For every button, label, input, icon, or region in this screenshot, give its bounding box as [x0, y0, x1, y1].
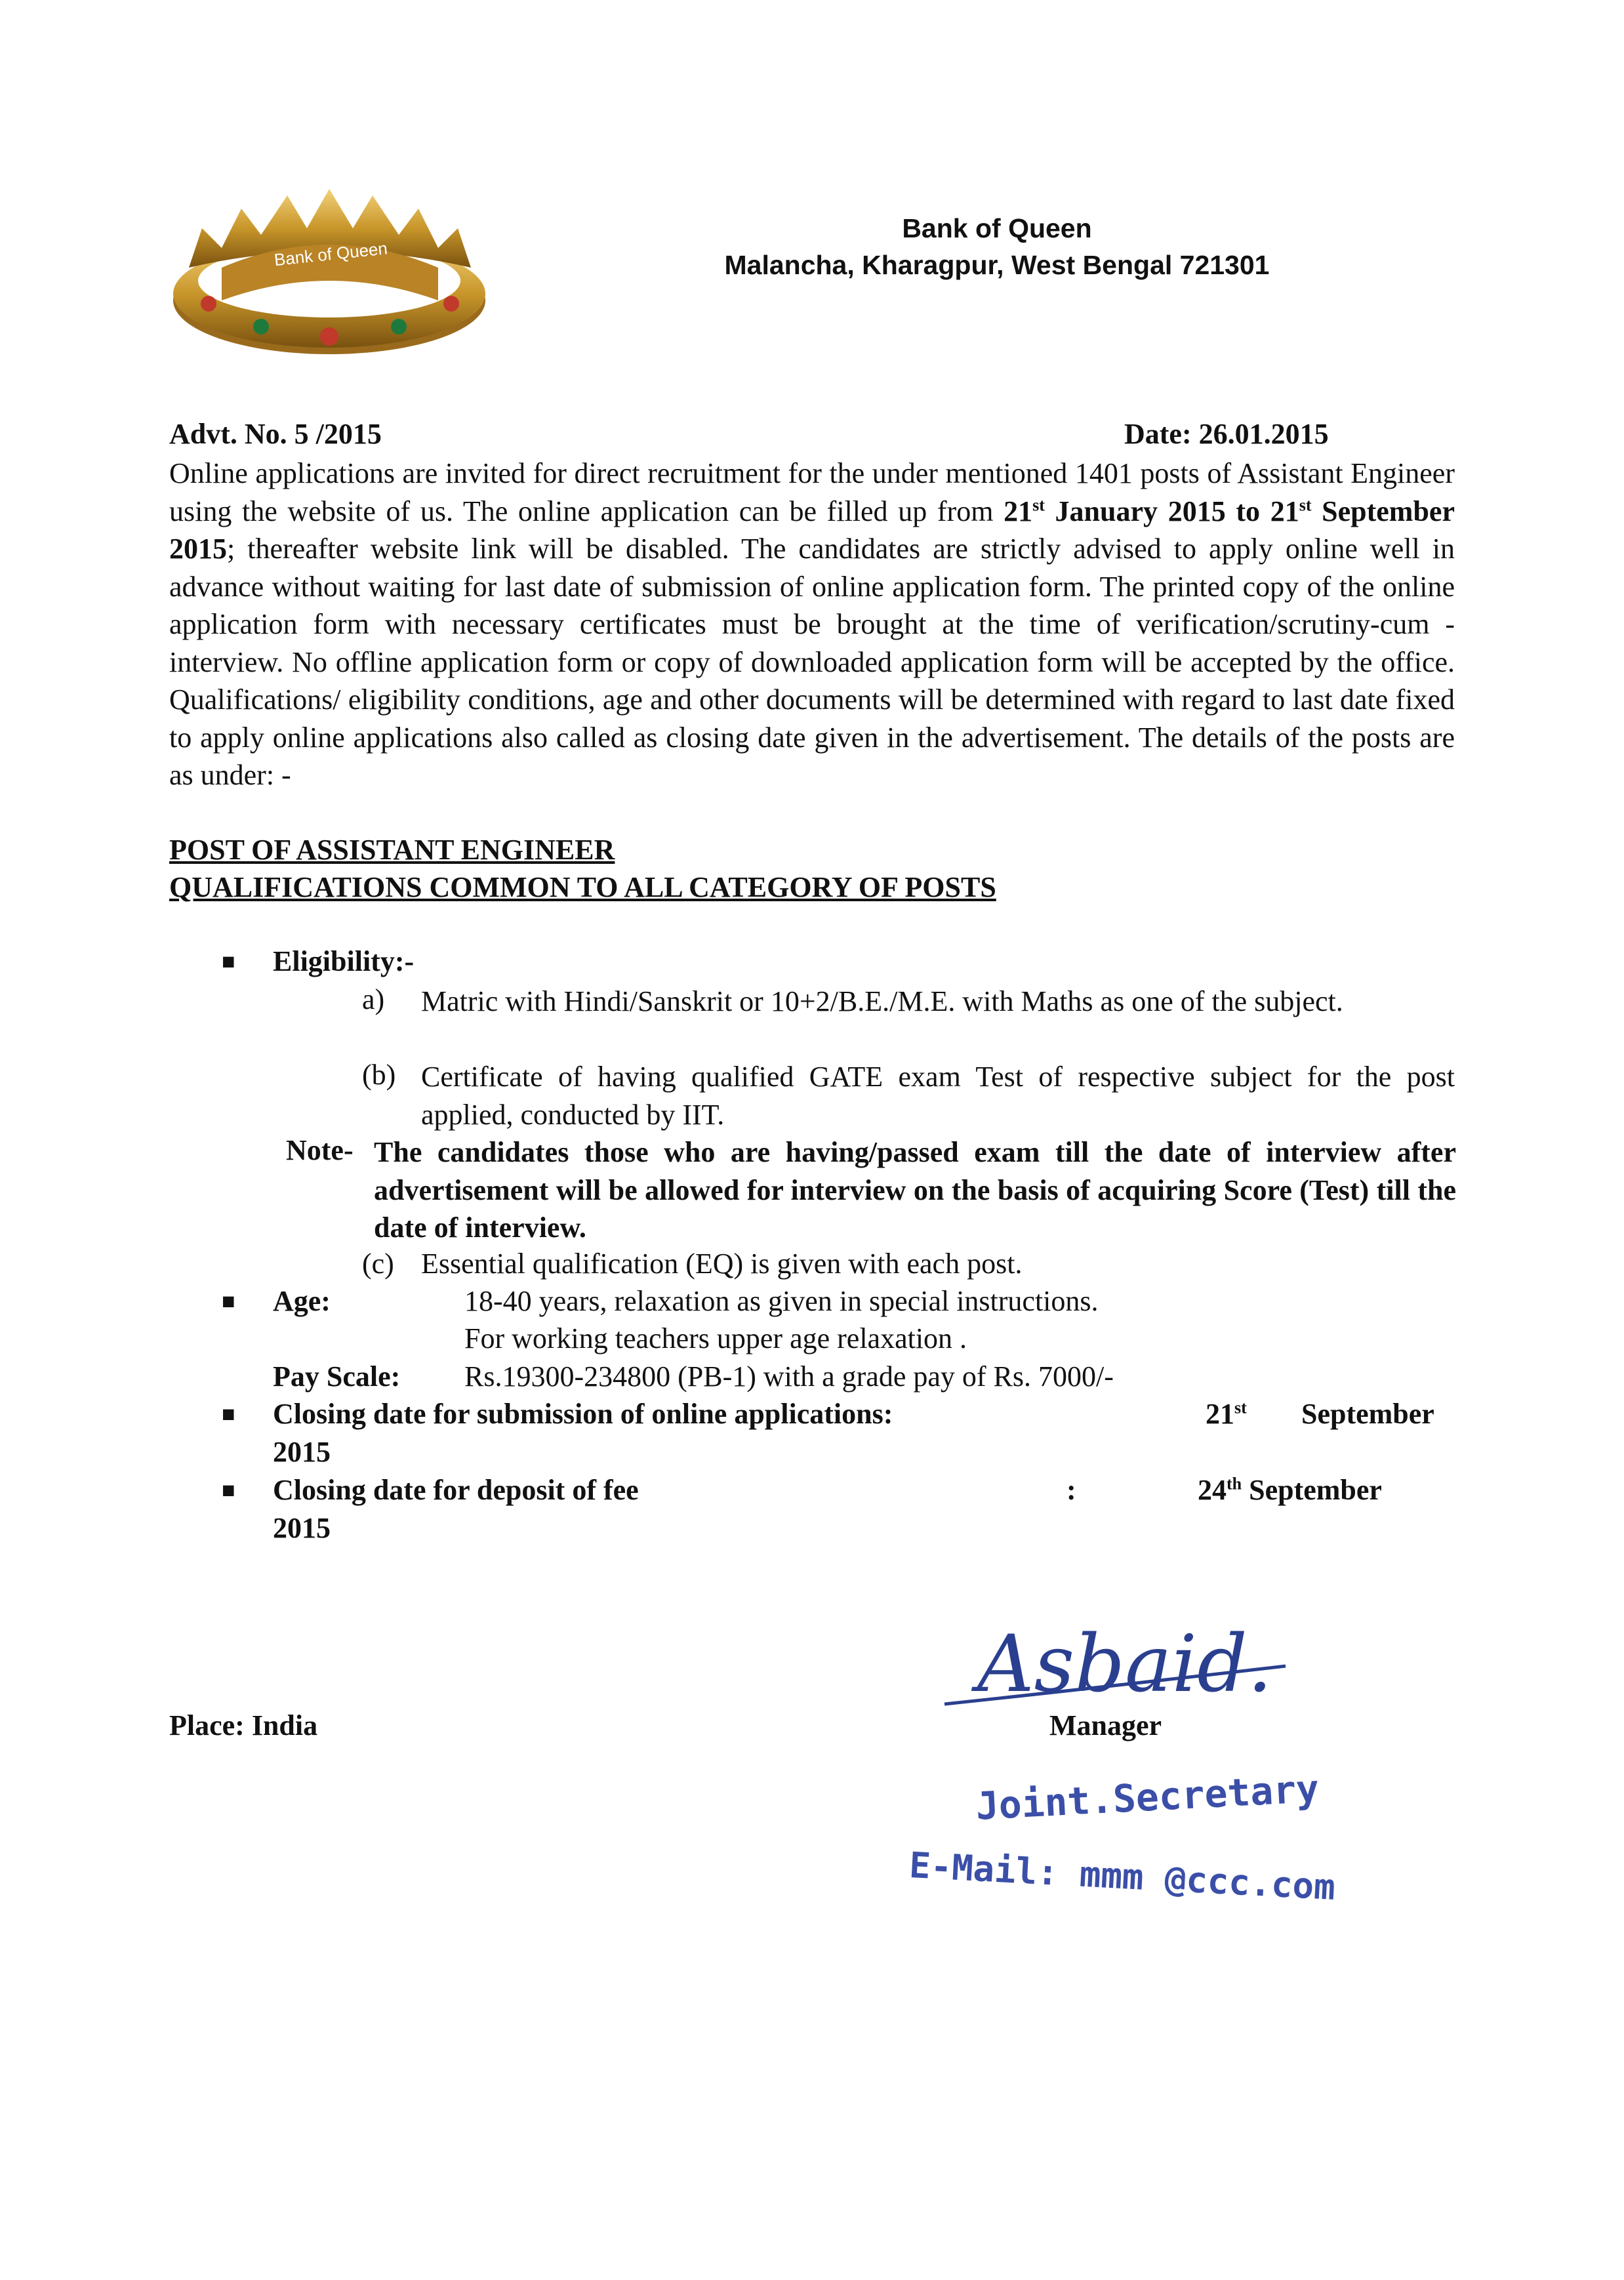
org-address: Malancha, Kharagpur, West Bengal 721301	[724, 250, 1270, 280]
bullet-icon: ■	[222, 1478, 235, 1503]
eligibility-item-a-marker: a)	[362, 983, 385, 1015]
closing-fee-label: Closing date for deposit of fee	[273, 1474, 639, 1506]
heading-post: POST OF ASSISTANT ENGINEER	[169, 834, 615, 866]
eligibility-item-b: Certificate of having qualified GATE exam Test of respective subject for the post applied, conducted by IIT.	[421, 1061, 1455, 1131]
age-label: Age:	[273, 1285, 331, 1317]
stamp-title: Joint.Secretary	[975, 1766, 1320, 1829]
advt-date: Date: 26.01.2015	[1124, 418, 1329, 450]
age-line2: For working teachers upper age relaxation .	[464, 1322, 967, 1354]
advt-number: Advt. No. 5 /2015	[169, 418, 382, 450]
bank-logo	[163, 169, 496, 366]
crown-logo-icon	[163, 169, 496, 366]
pay-value: Rs.19300-234800 (PB-1) with a grade pay of Rs. 7000/-	[464, 1360, 1114, 1393]
intro-part2: ; thereafter website link will be disabled. The candidates are strictly advised to apply online well in advance without waiting for last date of submission of online application form. The printed copy of the online application form with necessary certificates must be brought at the time of verification/scrutiny-cum -interview. No offline application form or copy of downloaded application form will be accepted by the office. Qualifications/ eligibility conditions, age and other documents will be determined with regard to last date fixed to apply online applications also called as closing date given in the advertisement. The details of the posts are as under: -	[169, 533, 1455, 791]
intro-part1: Online applications are invited for direct recruitment for the under mentioned 1401 posts of Assistant Engineer using the website of us. The online application can be filled up from	[169, 457, 1455, 527]
closing-online-month: September	[1301, 1398, 1434, 1430]
manager-designation: Manager	[1049, 1709, 1162, 1741]
closing-fee-colon: :	[1066, 1474, 1076, 1506]
closing-fee-date: 24th September	[1198, 1474, 1382, 1506]
place: Place: India	[169, 1709, 318, 1741]
org-name: Bank of Queen	[902, 213, 1092, 243]
bullet-icon: ■	[222, 950, 235, 974]
closing-online-year: 2015	[273, 1436, 331, 1468]
note-label: Note-	[286, 1134, 354, 1166]
eligibility-item-c: Essential qualification (EQ) is given with each post.	[421, 1248, 1023, 1280]
closing-fee-year: 2015	[273, 1512, 331, 1544]
eligibility-item-a: Matric with Hindi/Sanskrit or 10+2/B.E./M.E. with Maths as one of the subject.	[421, 985, 1343, 1017]
intro-paragraph	[169, 455, 1455, 794]
eligibility-item-c-marker: (c)	[362, 1248, 394, 1280]
eligibility-label: Eligibility:-	[273, 945, 415, 977]
bullet-icon: ■	[222, 1402, 235, 1427]
bullet-icon: ■	[222, 1290, 235, 1314]
age-line1: 18-40 years, relaxation as given in special instructions.	[464, 1285, 1099, 1317]
svg-text:Asbaid.: Asbaid.	[977, 1619, 1272, 1710]
closing-online-day: 21st	[1206, 1398, 1247, 1430]
note-text: The candidates those who are having/passed exam till the date of interview after advertisement will be allowed for interview on the basis of acquiring Score (Test) till the date of interview.	[374, 1136, 1456, 1244]
intro-from-date: 21st January 2015 to 21st September 2015	[169, 495, 1455, 565]
logo-text: Bank of Queen	[273, 238, 389, 270]
letterhead	[656, 210, 1338, 283]
stamp-email: E-Mail: mmm @ccc.com	[908, 1844, 1337, 1908]
pay-label: Pay Scale:	[273, 1360, 401, 1393]
heading-qualifications: QUALIFICATIONS COMMON TO ALL CATEGORY OF POSTS	[169, 871, 996, 903]
eligibility-item-b-marker: (b)	[362, 1059, 396, 1091]
closing-online-label: Closing date for submission of online applications:	[273, 1398, 893, 1430]
